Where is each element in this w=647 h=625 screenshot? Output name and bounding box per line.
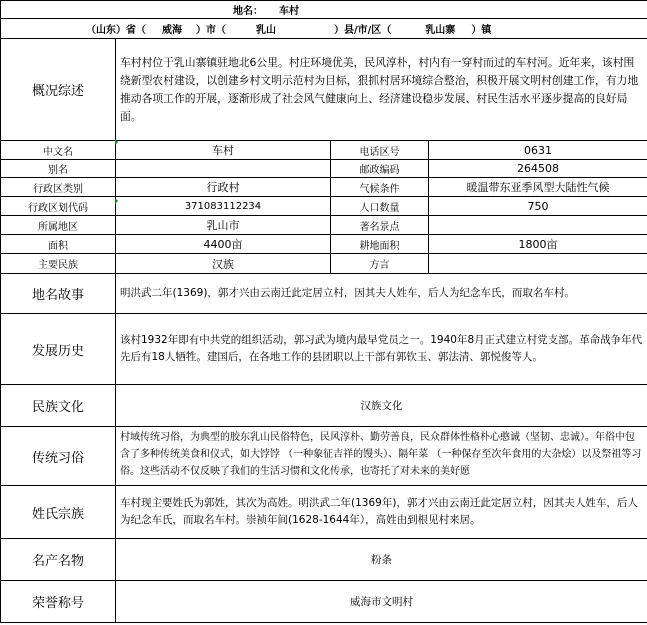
products-row: [1, 539, 647, 581]
admin-code-value[interactable]: 371083112234: [116, 197, 331, 216]
clan-row: [1, 486, 647, 539]
title-row: [1, 1, 647, 19]
county-suffix: 县/市/区: [344, 25, 382, 36]
title-value: 车村: [279, 6, 299, 17]
farmland-value[interactable]: 1800亩: [429, 235, 647, 254]
overview-text[interactable]: 车村村位于乳山寨镇驻地北6公里。村庄环境优美，民风淳朴，村内有一穿村而过的车村河。近年来，该村围绕新型农村建设，以创建乡村文明示范村为目标，狠抓村居环境综合整治，积极开展文明村创建工作，有力地推动各项工作的开展，逐渐形成了社会风气健康向上、经济建设稳步发展、村民生活水平逐步提高的良好局面。: [116, 39, 647, 141]
admin-code-label: 行政区划代码: [1, 197, 116, 216]
customs-text[interactable]: 村域传统习俗，为典型的胶东乳山民俗特色，民风淳朴、勤劳善良，民众群体性格朴心憨诚（坚韧、忠诚）。年俗中包含了多种传统美食和仪式，如大饽饽 （一种象征吉祥的馒头）、隔年菜 （一种保存至次年食用的大杂烩）以及祭祖等习俗。这些活动不仅反映了我们的生活习惯和文化传承，也寄托了对未来的美好愿: [116, 427, 647, 486]
paren-open-1: （: [86, 25, 96, 36]
info-row-7: [1, 254, 647, 274]
products-text[interactable]: 粉条: [116, 539, 647, 581]
alias-label: 别名: [1, 160, 116, 178]
postcode-value[interactable]: 264508: [429, 160, 647, 178]
province-value: 山东: [96, 25, 116, 36]
paren-open-2: （: [136, 25, 146, 36]
products-label: 名产名物: [1, 539, 116, 581]
paren-open-3: （: [216, 25, 226, 36]
city-value: 威海: [162, 25, 182, 36]
admin-type-label: 行政区类别: [1, 178, 116, 197]
scenic-value[interactable]: [429, 216, 647, 235]
info-row-5: [1, 216, 647, 235]
paren-open-4: （: [381, 25, 392, 36]
ethnic-label: 主要民族: [1, 254, 116, 274]
paren-close-4: ）: [471, 25, 482, 36]
climate-value[interactable]: 暖温带东亚季风型大陆性气候: [429, 178, 647, 197]
story-row: [1, 274, 647, 314]
dialect-label: 方言: [331, 254, 429, 274]
phone-code-label: 电话区号: [331, 141, 429, 160]
dialect-value[interactable]: [429, 254, 647, 274]
history-row: [1, 314, 647, 385]
region-value[interactable]: 乳山市: [116, 216, 331, 235]
cell-marker-icon: [115, 139, 118, 145]
info-row-3: [1, 178, 647, 197]
population-value[interactable]: 750: [429, 197, 647, 216]
paren-close-2: ）: [196, 25, 206, 36]
town-value: 乳山寨: [425, 25, 456, 36]
farmland-label: 耕地面积: [331, 235, 429, 254]
info-row-2: [1, 160, 647, 178]
region-label: 所属地区: [1, 216, 116, 235]
ethnic-culture-text[interactable]: 汉族文化: [116, 385, 647, 427]
customs-row: [1, 427, 647, 486]
location-cell[interactable]: [1, 19, 647, 39]
title-cell[interactable]: [1, 1, 647, 19]
info-row-4: [1, 197, 647, 216]
postcode-label: 邮政编码: [331, 160, 429, 178]
ethnic-value[interactable]: 汉族: [116, 254, 331, 274]
city-suffix: 市: [206, 25, 216, 36]
story-label: 地名故事: [1, 274, 116, 314]
paren-close-1: ）: [116, 25, 126, 36]
story-text[interactable]: 明洪武二年(1369)，郭才兴由云南迁此定居立村，因其夫人姓车，后人为纪念车氏，而取名车村。: [116, 274, 647, 314]
customs-label: 传统习俗: [1, 427, 116, 486]
area-label: 面积: [1, 235, 116, 254]
climate-label: 气候条件: [331, 178, 429, 197]
location-line: [1, 21, 647, 36]
history-label: 发展历史: [1, 314, 116, 385]
paren-close-3: ）: [334, 25, 344, 36]
alias-value[interactable]: [116, 160, 331, 178]
province-suffix: 省: [126, 25, 136, 36]
overview-row: [1, 39, 647, 141]
cell-marker-icon: [115, 198, 118, 204]
title-label: 地名：: [233, 6, 263, 17]
ethnic-culture-label: 民族文化: [1, 385, 116, 427]
scenic-label: 著名景点: [331, 216, 429, 235]
info-row-6: [1, 235, 647, 254]
ethnic-culture-row: [1, 385, 647, 427]
history-text[interactable]: 该村1932年即有中共党的组织活动，郭习武为境内最早党员之一。1940年8月正式建立村党支部。革命战争年代先后有18人牺牲。建国后，在各地工作的县团职以上干部有郭钦玉、郭法清、郭悦俊等人。: [116, 314, 647, 385]
chinese-name-label: 中文名: [1, 141, 116, 160]
admin-type-value[interactable]: 行政村: [116, 178, 331, 197]
population-label: 人口数量: [331, 197, 429, 216]
clan-text[interactable]: 车村现主要姓氏为郭姓，其次为高姓。明洪武二年(1369年)，郭才兴由云南迁此定居立村，因其夫人姓车，后人为纪念车氏，而取名车村。崇祯年间(1628-1644年），高姓由到根见村来居。: [116, 486, 647, 539]
honor-text[interactable]: 威海市文明村: [116, 581, 647, 623]
clan-label: 姓氏宗族: [1, 486, 116, 539]
chinese-name-value[interactable]: 车村: [116, 141, 331, 160]
honor-label: 荣誉称号: [1, 581, 116, 623]
area-value[interactable]: 4400亩: [116, 235, 331, 254]
county-value: 乳山: [256, 25, 276, 36]
honor-row: [1, 581, 647, 623]
location-row: [1, 19, 647, 39]
town-suffix: 镇: [481, 25, 492, 36]
phone-code-value[interactable]: 0631: [429, 141, 647, 160]
info-row-1: [1, 141, 647, 160]
overview-label: 概况综述: [1, 39, 116, 141]
